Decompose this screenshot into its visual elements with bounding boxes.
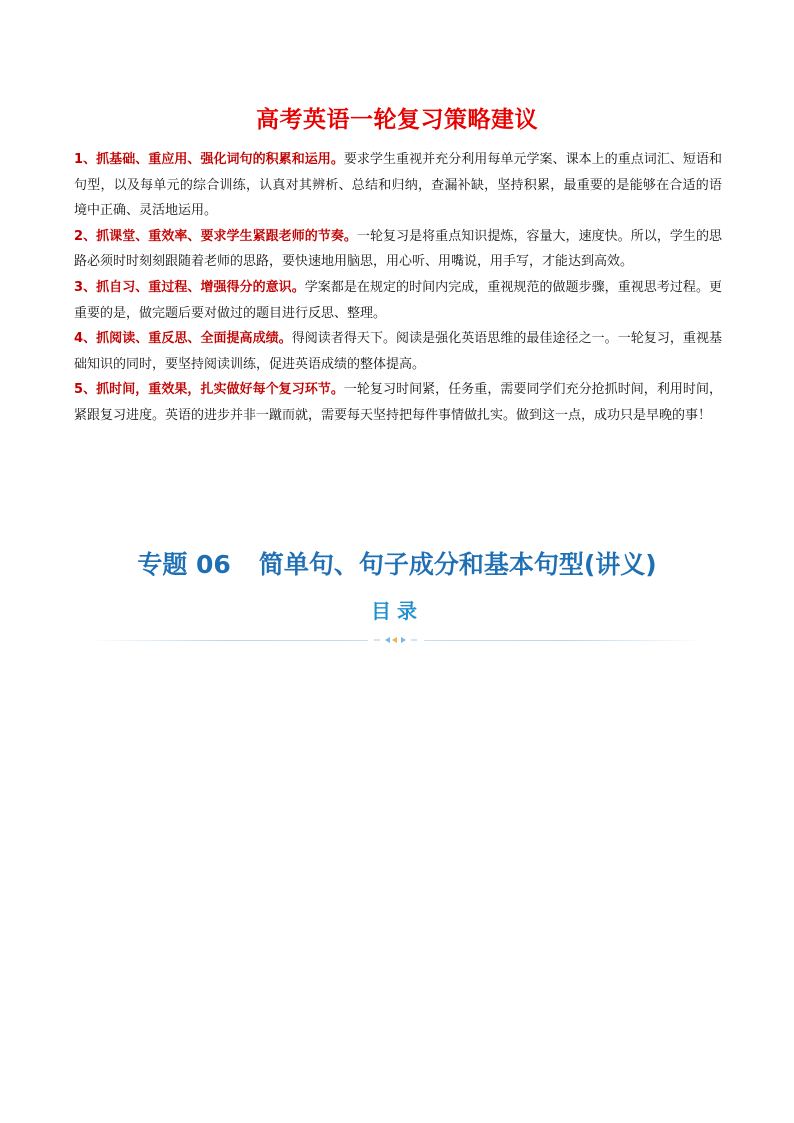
divider-ornament-icon: [371, 636, 421, 644]
advice-text: 学案都是在规定的时间内完成，重视规范的做题步骤，重视思考过程。更重要的是，做完题后要对做过的题目进行反思、整理。: [74, 279, 722, 321]
advice-item-4: [74, 326, 722, 377]
advice-item-1: [74, 147, 722, 224]
advice-text: 要求学生重视并充分利用每单元学案、课本上的重点词汇、短语和句型，以及每单元的综合训练，认真对其辨析、总结和归纳，查漏补缺，坚持积累，最重要的是能够在合适的语境中正确、灵活地运用。: [74, 152, 722, 219]
divider-line-left: [88, 640, 368, 641]
divider-line-right: [424, 640, 704, 641]
topic-title: [0, 545, 794, 585]
topic-name: 简单句、句子成分和基本句型(讲义): [258, 550, 657, 579]
advice-heading: 4、抓阅读、重反思、全面提高成绩。: [74, 331, 292, 347]
advice-list: [74, 147, 722, 429]
advice-heading: 5、抓时间，重效果，扎实做好每个复习环节。: [74, 382, 344, 398]
advice-heading: 3、抓自习、重过程、增强得分的意识。: [74, 279, 305, 295]
toc-title: 目录: [371, 599, 423, 623]
advice-text: 一轮复习是将重点知识提炼，容量大，速度快。所以，学生的思路必须时时刻刻跟随着老师的思路，要快速地用脑思，用心听、用嘴说，用手写，才能达到高效。: [74, 228, 722, 270]
advice-item-3: [74, 275, 722, 326]
topic-number: 专题 06: [137, 550, 231, 579]
main-title: 高考英语一轮复习策略建议: [256, 107, 538, 133]
advice-text: 得阅读者得天下。阅读是强化英语思维的最佳途径之一。一轮复习，重视基础知识的同时，要坚持阅读训练，促进英语成绩的整体提高。: [74, 331, 722, 372]
advice-heading: 2、抓课堂、重效率、要求学生紧跟老师的节奏。: [74, 228, 357, 244]
advice-item-5: [74, 377, 722, 428]
toc-divider: [88, 640, 704, 642]
advice-text: 一轮复习时间紧，任务重，需要同学们充分抢抓时间，利用时间，紧跟复习进度。英语的进步并非一蹴而就，需要每天坚持把每件事情做扎实。做到这一点，成功只是早晚的事！: [74, 382, 722, 423]
advice-heading: 1、抓基础、重应用、强化词句的积累和运用。: [74, 152, 344, 167]
advice-item-2: [74, 224, 722, 275]
